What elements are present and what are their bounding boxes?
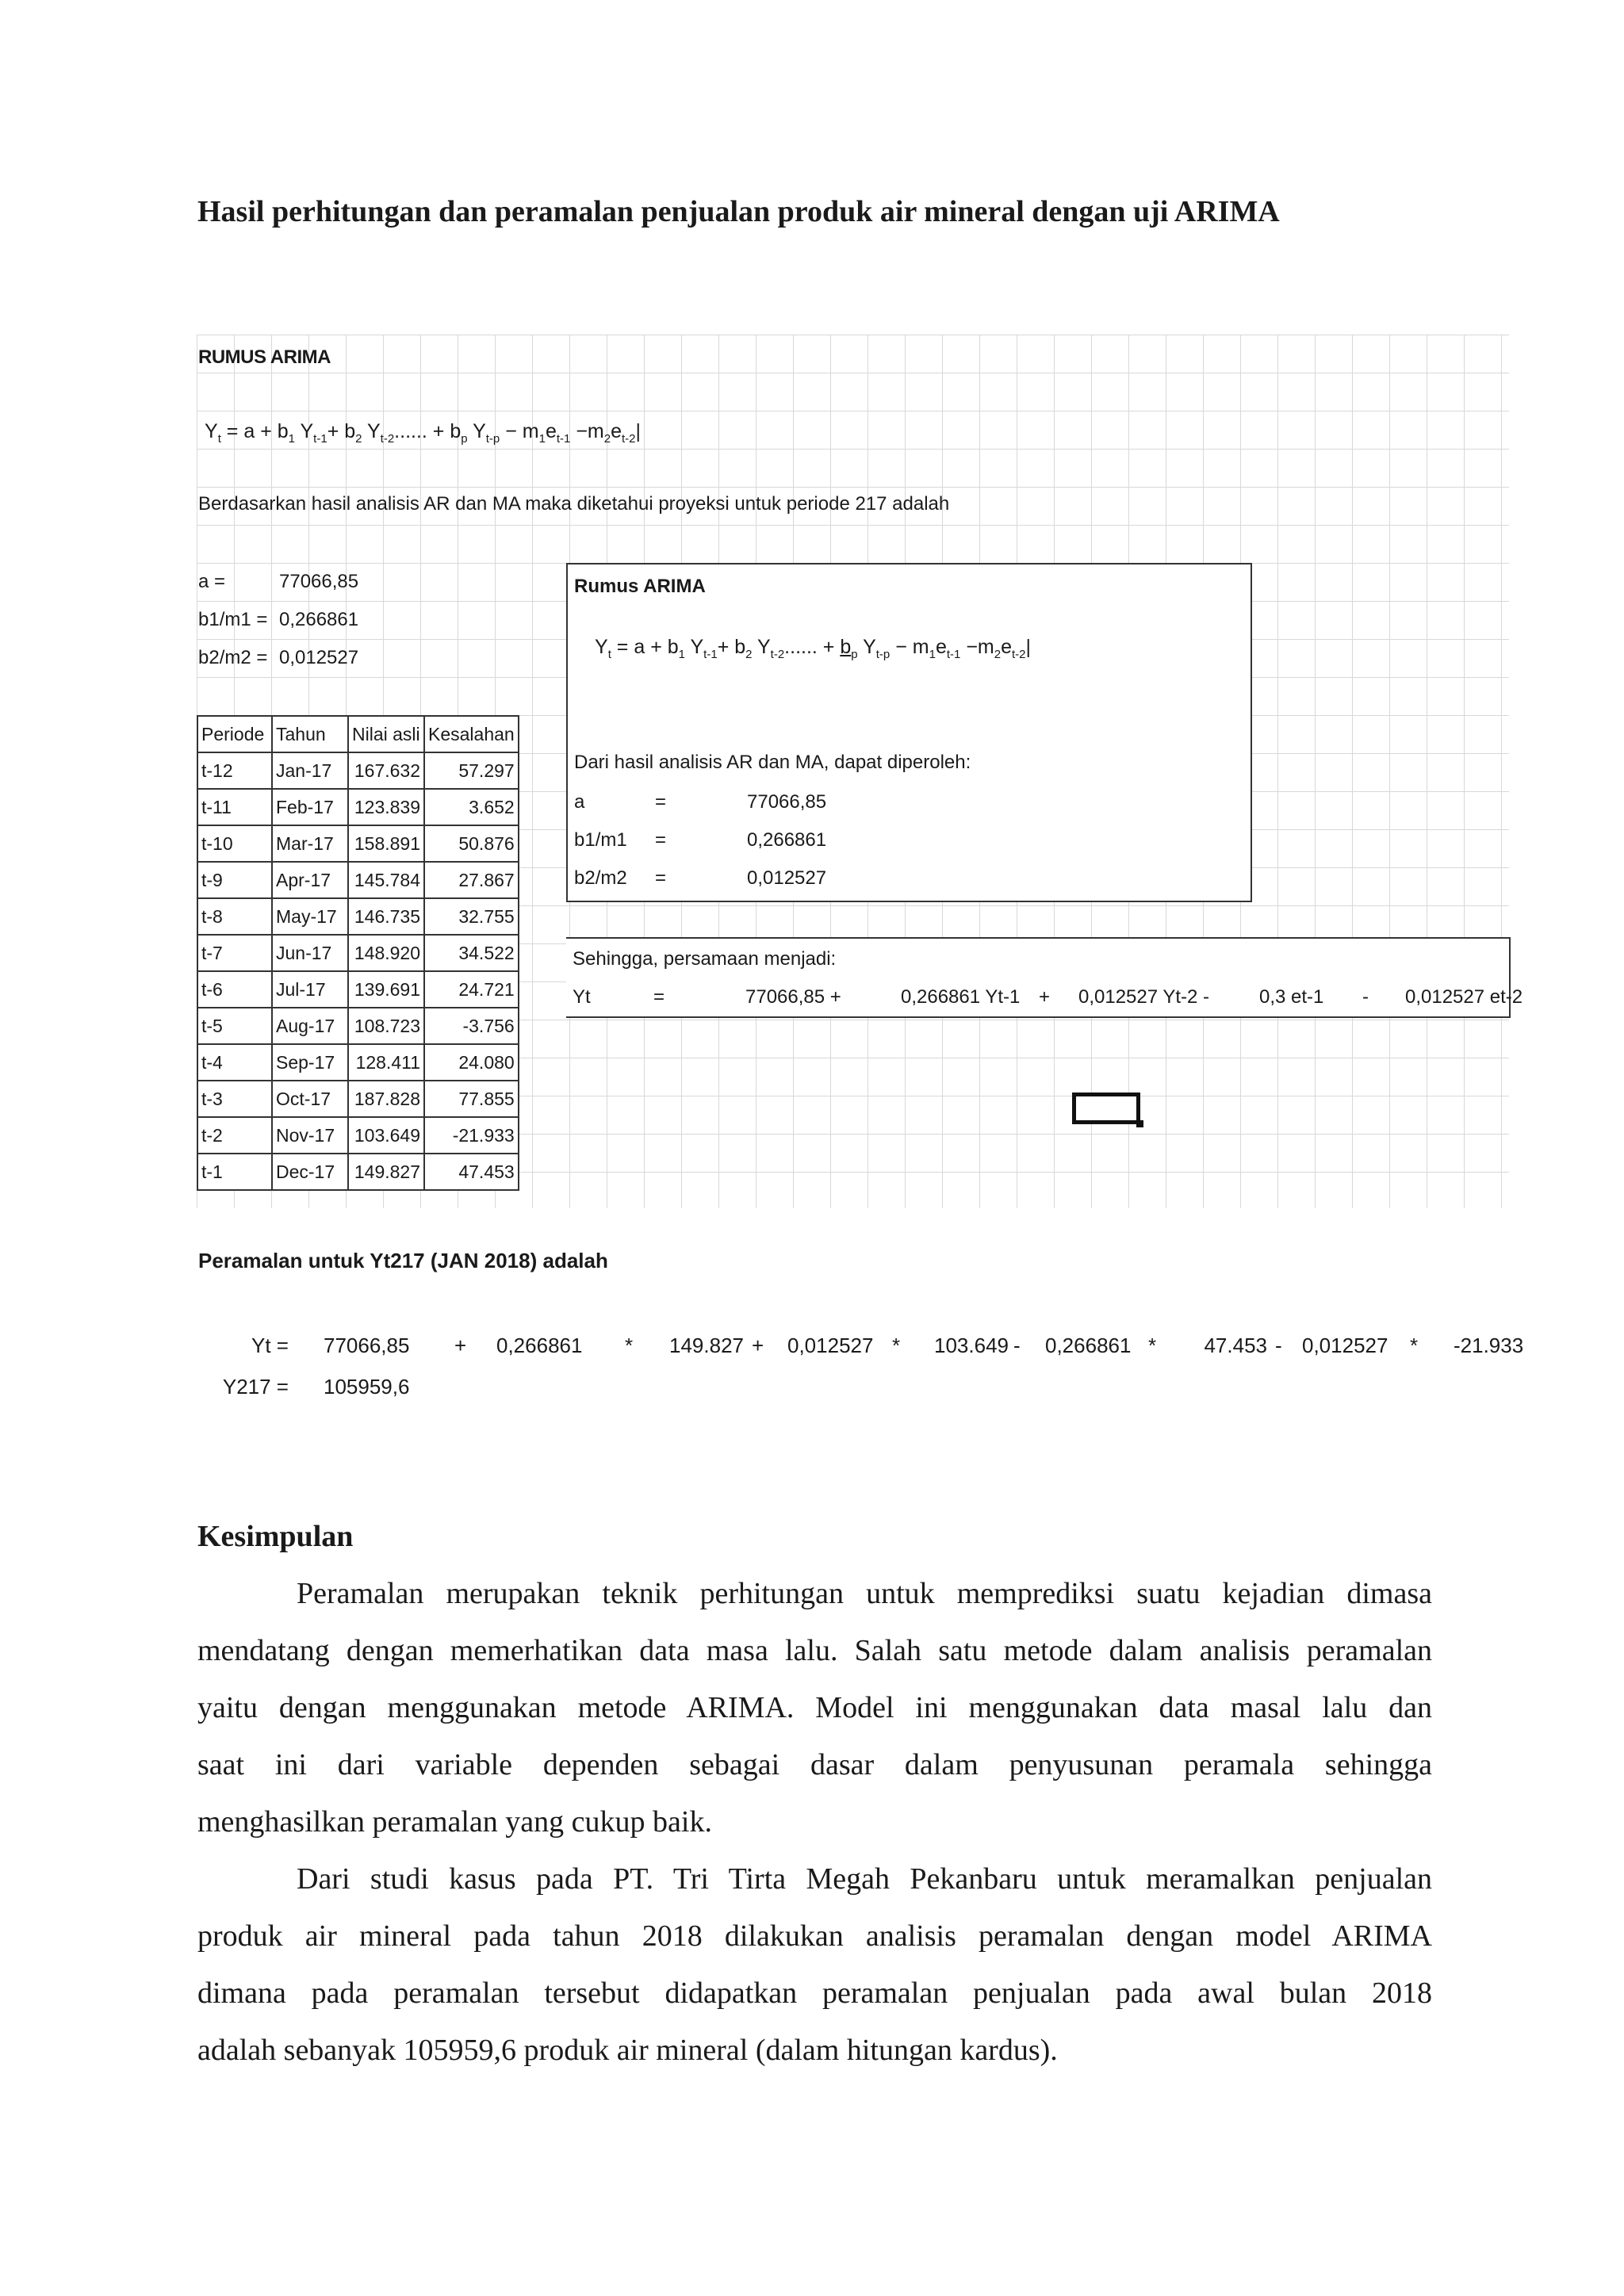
table-cell-nilai-asli: 145.784: [348, 862, 424, 898]
coef-a-value: 77066,85: [279, 571, 359, 592]
table-row: [197, 862, 519, 898]
paragraph-line: saat ini dari variable dependen sebagai dasar dalam penyusunan peramala sehingga: [197, 1748, 1432, 1781]
box-row-label: b2/m2: [574, 867, 627, 889]
rumus-arima-box: [566, 563, 1252, 902]
table-cell-nilai-asli: 139.691: [348, 971, 424, 1008]
table-cell-kesalahan: 57.297: [424, 752, 519, 789]
equation-box: [566, 937, 1523, 1018]
table-cell-tahun: Feb-17: [272, 789, 348, 825]
table-cell-kesalahan: 3.652: [424, 789, 519, 825]
table-cell-periode: t-11: [197, 789, 272, 825]
header-kesalahan: Kesalahan: [424, 716, 519, 752]
box-intro-text: Dari hasil analisis AR dan MA, dapat diperoleh:: [574, 752, 971, 773]
table-row: [197, 1044, 519, 1081]
table-cell-kesalahan: -21.933: [424, 1117, 519, 1154]
table-row: [197, 1081, 519, 1117]
conclusion-paragraph-2: [197, 1850, 1432, 2079]
forecast-cell: +: [752, 1334, 764, 1357]
table-cell-nilai-asli: 128.411: [348, 1044, 424, 1081]
spreadsheet-screenshot: [197, 335, 1524, 1399]
table-cell-tahun: Mar-17: [272, 825, 348, 862]
table-cell-nilai-asli: 148.920: [348, 935, 424, 971]
table-cell-kesalahan: 32.755: [424, 898, 519, 935]
forecast-cell: Yt =: [251, 1334, 289, 1357]
equation-cell: 0,012527 Yt-2 -: [1078, 986, 1210, 1008]
sheet-heading: RUMUS ARIMA: [198, 346, 331, 368]
table-cell-kesalahan: 34.522: [424, 935, 519, 971]
table-cell-tahun: Jan-17: [272, 752, 348, 789]
forecast-cell: 105959,6: [324, 1375, 410, 1399]
box-row-label: b1/m1: [574, 829, 627, 851]
paragraph-line: Peramalan merupakan teknik perhitungan untuk memprediksi suatu kejadian dimasa: [297, 1577, 1432, 1610]
forecast-heading: Peramalan untuk Yt217 (JAN 2018) adalah: [198, 1249, 608, 1272]
table-cell-nilai-asli: 158.891: [348, 825, 424, 862]
table-row: [197, 935, 519, 971]
table-cell-nilai-asli: 187.828: [348, 1081, 424, 1117]
paragraph-line: menghasilkan peramalan yang cukup baik.: [197, 1805, 712, 1839]
table-cell-nilai-asli: 149.827: [348, 1154, 424, 1190]
selected-cell-cursor[interactable]: [1072, 1093, 1140, 1124]
equation-cell: =: [653, 986, 665, 1008]
box-row-value: 0,266861: [747, 829, 827, 851]
table-row: [197, 971, 519, 1008]
table-cell-periode: t-5: [197, 1008, 272, 1044]
equation-cell: -: [1362, 986, 1369, 1008]
table-cell-tahun: Apr-17: [272, 862, 348, 898]
table-cell-kesalahan: -3.756: [424, 1008, 519, 1044]
forecast-cell: -: [1013, 1334, 1021, 1357]
table-row: [197, 898, 519, 935]
box-row-eq: =: [655, 791, 667, 813]
arima-formula: $Y_t = a + b_1$ $Y_{t-1}+ b_2$ $Y_{t-2}$...... + $b_p$ $Y_{t-p} - m_1e_{t-1} -m_2e_{t-2}|$: [205, 420, 642, 446]
table-row: [197, 1008, 519, 1044]
header-periode: Periode: [197, 716, 272, 752]
table-cell-periode: t-8: [197, 898, 272, 935]
table-cell-kesalahan: 47.453: [424, 1154, 519, 1190]
table-cell-kesalahan: 77.855: [424, 1081, 519, 1117]
table-cell-tahun: Sep-17: [272, 1044, 348, 1081]
table-cell-periode: t-9: [197, 862, 272, 898]
table-cell-periode: t-12: [197, 752, 272, 789]
document-title: Hasil perhitungan dan peramalan penjualan produk air mineral dengan uji ARIMA: [197, 195, 1280, 228]
box-arima-formula: $Y_t = a + b_1$ $Y_{t-1}+ b_2$ $Y_{t-2}$...... + $b_p$ $Y_{t-p} - m_1e_{t-1} -m_2e_{t-2}|$: [595, 636, 1032, 661]
forecast-cell: *: [625, 1334, 634, 1357]
conclusion-paragraph-1: [197, 1565, 1432, 1850]
paragraph-line: dimana pada peramalan tersebut didapatkan peramalan penjualan pada awal bulan 2018: [197, 1976, 1432, 2010]
forecast-cell: 0,012527: [1302, 1334, 1388, 1357]
forecast-cell: 149.827: [669, 1334, 744, 1357]
table-cell-periode: t-7: [197, 935, 272, 971]
table-row: [197, 825, 519, 862]
table-cell-nilai-asli: 146.735: [348, 898, 424, 935]
table-row: [197, 1117, 519, 1154]
coef-b1-label: b1/m1 =: [198, 609, 268, 630]
table-cell-tahun: Jun-17: [272, 935, 348, 971]
table-cell-tahun: Jul-17: [272, 971, 348, 1008]
table-row: [197, 1154, 519, 1190]
table-cell-kesalahan: 24.080: [424, 1044, 519, 1081]
coef-a-label: a =: [198, 571, 226, 592]
table-cell-kesalahan: 24.721: [424, 971, 519, 1008]
box-title: Rumus ARIMA: [574, 576, 706, 597]
conclusion-heading: Kesimpulan: [197, 1520, 354, 1553]
forecast-cell: +: [454, 1334, 467, 1357]
forecast-cell: Y217 =: [222, 1375, 289, 1399]
table-cell-periode: t-3: [197, 1081, 272, 1117]
table-cell-tahun: Aug-17: [272, 1008, 348, 1044]
table-cell-nilai-asli: 103.649: [348, 1117, 424, 1154]
forecast-cell: 0,266861: [1045, 1334, 1132, 1357]
forecast-cell: -: [1275, 1334, 1282, 1357]
table-header-row: [197, 716, 519, 752]
table-cell-periode: t-1: [197, 1154, 272, 1190]
table-cell-nilai-asli: 167.632: [348, 752, 424, 789]
header-nilai-asli: Nilai asli: [348, 716, 424, 752]
table-cell-nilai-asli: 108.723: [348, 1008, 424, 1044]
forecast-cell: 103.649: [934, 1334, 1009, 1357]
box-row-eq: =: [655, 829, 667, 851]
table-cell-tahun: Dec-17: [272, 1154, 348, 1190]
equation-cell: 0,266861 Yt-1: [901, 986, 1021, 1008]
equation-cell: 0,3 et-1: [1259, 986, 1324, 1008]
paragraph-line: adalah sebanyak 105959,6 produk air mineral (dalam hitungan kardus).: [197, 2034, 1058, 2067]
table-row: [197, 789, 519, 825]
equation-cell: Yt: [573, 986, 591, 1008]
equation-cell: 0,012527 et-2: [1405, 986, 1523, 1008]
box-row-value: 77066,85: [747, 791, 827, 813]
coef-b2-value: 0,012527: [279, 647, 359, 668]
table-cell-tahun: Oct-17: [272, 1081, 348, 1117]
table-cell-periode: t-4: [197, 1044, 272, 1081]
table-cell-periode: t-10: [197, 825, 272, 862]
coef-b1-value: 0,266861: [279, 609, 359, 630]
table-cell-tahun: May-17: [272, 898, 348, 935]
paragraph-line: produk air mineral pada tahun 2018 dilakukan analisis peramalan dengan model ARIMA: [197, 1919, 1432, 1953]
equation-box-border: [566, 1016, 1509, 1018]
table-cell-nilai-asli: 123.839: [348, 789, 424, 825]
forecast-cell: *: [1410, 1334, 1419, 1357]
table-cell-tahun: Nov-17: [272, 1117, 348, 1154]
forecast-cell: 47.453: [1204, 1334, 1267, 1357]
equation-title: Sehingga, persamaan menjadi:: [573, 948, 837, 970]
table-cell-periode: t-2: [197, 1117, 272, 1154]
paragraph-line: Dari studi kasus pada PT. Tri Tirta Megah Pekanbaru untuk meramalkan penjualan: [297, 1862, 1432, 1896]
forecast-cell: -21.933: [1454, 1334, 1524, 1357]
equation-cell: 77066,85 +: [745, 986, 841, 1008]
table-row: [197, 752, 519, 789]
forecast-cell: *: [1148, 1334, 1157, 1357]
header-tahun: Tahun: [272, 716, 348, 752]
observation-table: [197, 715, 519, 1191]
table-cell-kesalahan: 50.876: [424, 825, 519, 862]
coef-b2-label: b2/m2 =: [198, 647, 268, 668]
table-cell-kesalahan: 27.867: [424, 862, 519, 898]
forecast-cell: 0,266861: [496, 1334, 583, 1357]
paragraph-line: yaitu dengan menggunakan metode ARIMA. Model ini menggunakan data masal lalu dan: [197, 1691, 1432, 1724]
box-row-value: 0,012527: [747, 867, 827, 889]
sheet-intro-text: Berdasarkan hasil analisis AR dan MA maka diketahui proyeksi untuk periode 217 adalah: [198, 493, 950, 515]
equation-cell: +: [1039, 986, 1051, 1008]
paragraph-line: mendatang dengan memerhatikan data masa lalu. Salah satu metode dalam analisis peramalan: [197, 1634, 1432, 1667]
table-cell-periode: t-6: [197, 971, 272, 1008]
forecast-cell: *: [892, 1334, 901, 1357]
box-row-label: a: [574, 791, 585, 813]
forecast-cell: 77066,85: [324, 1334, 410, 1357]
forecast-cell: 0,012527: [787, 1334, 874, 1357]
box-row-eq: =: [655, 867, 667, 889]
